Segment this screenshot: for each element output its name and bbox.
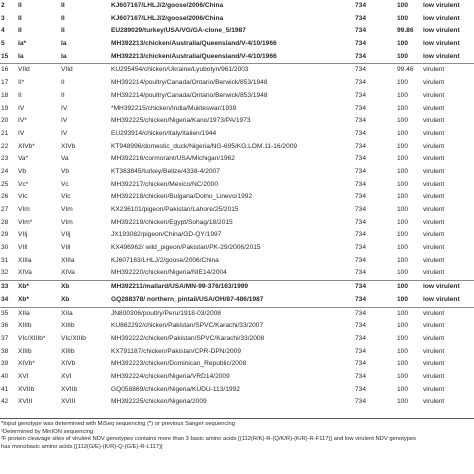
row-number: 15	[1, 52, 9, 60]
table-row	[0, 371, 474, 384]
table-row	[0, 103, 474, 116]
reference-strain-cell: MH392225/chicken/Nigeria/Kano/1973/PA/1973	[111, 117, 251, 125]
sequence-length-cell: 734	[355, 180, 367, 188]
virulence-cell: virulent	[423, 372, 445, 380]
row-number: 36	[1, 322, 9, 330]
input-genotype-cell: XIVb*	[18, 142, 35, 150]
virulence-cell: low virulent	[423, 295, 460, 303]
virulence-cell: virulent	[423, 167, 445, 175]
row-number: 22	[1, 142, 9, 150]
table-row	[0, 242, 474, 255]
table-row	[0, 396, 474, 409]
row-number: 41	[1, 385, 9, 393]
identity-percent-cell: 100	[397, 309, 409, 317]
genotype-cell: VIc	[61, 193, 71, 201]
genotype-cell: XIIIa	[61, 256, 75, 264]
virulence-cell: low virulent	[423, 2, 460, 9]
reference-strain-cell: MH392225/chicken/Nigeria/2009	[111, 398, 207, 406]
genotype-cell: II	[61, 14, 65, 22]
reference-strain-cell: KX791187/chicken/Pakistan/CPR-DPN/2009	[111, 347, 241, 355]
identity-percent-cell: 100	[397, 167, 409, 175]
sequence-length-cell: 734	[355, 40, 367, 48]
virulence-cell: low virulent	[423, 14, 460, 22]
table-row	[0, 358, 474, 371]
reference-strain-cell: MH392223/chicken/Dominican_Republic/2008	[111, 360, 247, 368]
virulence-cell: virulent	[423, 79, 445, 87]
genotype-cell: VIm	[61, 218, 73, 226]
table-row	[0, 307, 474, 321]
identity-percent-cell: 100	[397, 40, 409, 48]
sequence-length-cell: 734	[355, 206, 367, 213]
sequence-length-cell: 734	[355, 283, 367, 291]
reference-strain-cell: MH392214/poultry/Canada/Ontario/Berwick/853/1948	[111, 91, 268, 99]
input-genotype-cell: VIIj	[18, 231, 28, 239]
sequence-length-cell: 734	[355, 79, 367, 87]
genotype-cell: IV	[61, 117, 68, 125]
genotype-cell: VIId	[61, 66, 73, 74]
sequence-length-cell: 734	[355, 218, 367, 226]
genotype-cell: Va	[61, 155, 69, 163]
row-number: 5	[1, 40, 5, 48]
identity-percent-cell: 100	[397, 283, 409, 291]
row-number: 35	[1, 309, 9, 317]
sequence-length-cell: 734	[355, 117, 367, 125]
row-number: 32	[1, 269, 9, 277]
virulence-cell: virulent	[423, 180, 445, 188]
virulence-cell: virulent	[423, 334, 445, 342]
input-genotype-cell: Xb*	[18, 295, 29, 303]
reference-strain-cell: KJ607167/LHLJ/2/goose/2006/China	[111, 14, 224, 22]
input-genotype-cell: VIm	[18, 206, 30, 213]
input-genotype-cell: XVIIb	[18, 385, 35, 393]
virulence-cell: virulent	[423, 155, 445, 163]
sequence-length-cell: 734	[355, 167, 367, 175]
genotype-cell: II	[61, 79, 65, 87]
sequence-length-cell: 734	[355, 385, 367, 393]
row-number: 25	[1, 180, 9, 188]
row-number: 21	[1, 129, 9, 137]
sequence-length-cell: 734	[355, 193, 367, 201]
table-row	[0, 346, 474, 359]
identity-percent-cell: 100	[397, 180, 409, 188]
table-row	[0, 179, 474, 192]
input-genotype-cell: XIIIb	[18, 347, 32, 355]
genotype-cell: XIVb	[61, 360, 76, 368]
reference-strain-cell: MH392214/poultry/Canada/Ontario/Berwick/853/1948	[111, 79, 268, 87]
sequence-length-cell: 734	[355, 142, 367, 150]
sequence-length-cell: 734	[355, 360, 367, 368]
virulence-cell: virulent	[423, 117, 445, 125]
sequence-length-cell: 734	[355, 244, 367, 252]
virulence-cell: virulent	[423, 244, 445, 252]
sequence-length-cell: 734	[355, 372, 367, 380]
identity-percent-cell: 100	[397, 206, 409, 213]
table-row	[0, 191, 474, 204]
row-number: 3	[1, 14, 5, 22]
identity-percent-cell: 100	[397, 231, 409, 239]
sequence-length-cell: 734	[355, 398, 367, 406]
table-row	[0, 63, 474, 77]
reference-strain-cell: GQ058869/chicken/Nigeria/KUDU-113/1992	[111, 385, 240, 393]
sequence-length-cell: 734	[355, 309, 367, 317]
identity-percent-cell: 100	[397, 155, 409, 163]
reference-strain-cell: EU289029/turkey/USA/VG/GA-clone_5/1987	[111, 27, 246, 35]
table-row	[0, 320, 474, 333]
identity-percent-cell: 100	[397, 334, 409, 342]
input-genotype-cell: VIc/XIIIb*	[18, 334, 46, 342]
reference-strain-cell: KX496962/ wild_pigeon/Pakistan/PK-29/2006/2015	[111, 244, 261, 252]
genotype-cell: VIc/XIIIb	[61, 334, 86, 342]
input-genotype-cell: XIVb*	[18, 360, 35, 368]
input-genotype-cell: Vb	[18, 167, 27, 175]
identity-percent-cell: 100	[397, 244, 409, 252]
identity-percent-cell: 100	[397, 360, 409, 368]
input-genotype-cell: VIm*	[18, 218, 33, 226]
genotype-cell: IV	[61, 129, 68, 137]
row-number: 18	[1, 91, 9, 99]
reference-strain-cell: MH392222/chicken/Pakistan/SPVC/Karachi/33/2008	[111, 334, 265, 342]
genotype-cell: Ia	[61, 40, 67, 48]
table-row	[0, 384, 474, 397]
sequence-length-cell: 734	[355, 269, 367, 277]
reference-strain-cell: KU295454/chicken/Ukraine/Lyubotyn/961/2003	[111, 66, 249, 74]
row-number: 37	[1, 334, 9, 342]
genotype-cell: Xb	[61, 295, 70, 303]
row-number: 19	[1, 104, 9, 112]
input-genotype-cell: XIVa	[18, 269, 32, 277]
input-genotype-cell: XVI	[18, 372, 29, 380]
row-number: 28	[1, 218, 9, 226]
row-number: 4	[1, 27, 5, 35]
row-number: 24	[1, 167, 9, 175]
table-row	[0, 217, 474, 230]
identity-percent-cell: 99.86	[397, 27, 414, 35]
virulence-cell: low virulent	[423, 283, 460, 291]
identity-percent-cell: 100	[397, 385, 409, 393]
sequence-length-cell: 734	[355, 155, 367, 163]
table-row	[0, 294, 474, 307]
virulence-cell: virulent	[423, 347, 445, 355]
virulence-cell: virulent	[423, 309, 445, 317]
genotype-cell: Xb	[61, 283, 70, 291]
reference-strain-cell: KT948996/domestic_duck/Nigeria/NG-695/KG.LOM.11-16/2009	[111, 142, 298, 150]
virulence-cell: virulent	[423, 360, 445, 368]
genotype-cell: II	[61, 2, 65, 9]
virulence-cell: virulent	[423, 385, 445, 393]
genotype-cell: XVIII	[61, 398, 76, 406]
table-row	[0, 77, 474, 90]
table-row	[0, 13, 474, 26]
sequence-length-cell: 734	[355, 52, 367, 60]
virulence-cell: virulent	[423, 231, 445, 239]
virulence-cell: virulent	[423, 142, 445, 150]
virulence-cell: virulent	[423, 104, 445, 112]
identity-percent-cell: 100	[397, 256, 409, 264]
row-number: 29	[1, 231, 9, 239]
reference-strain-cell: MH392219/chicken/Egypt/Sohag/18/2015	[111, 218, 233, 226]
sequence-length-cell: 734	[355, 104, 367, 112]
identity-percent-cell: 100	[397, 193, 409, 201]
identity-percent-cell: 100	[397, 52, 409, 60]
table-row	[0, 128, 474, 141]
identity-percent-cell: 100	[397, 322, 409, 330]
identity-percent-cell: 100	[397, 372, 409, 380]
table-row	[0, 280, 474, 294]
genotype-cell: VIIl	[61, 244, 71, 252]
identity-percent-cell: 100	[397, 104, 409, 112]
footnote-input-genotype: *Input genotype was determined with MiSeq sequencing (*) or previous Sanger sequencing	[1, 421, 235, 427]
reference-strain-cell: MH392217/chicken/Mexico/NC/2000	[111, 180, 219, 188]
reference-strain-cell: MH392213/chicken/Australia/Queensland/V-4/10/1966	[111, 52, 277, 60]
row-number: 17	[1, 79, 9, 87]
genotype-cell: II	[61, 91, 65, 99]
sequence-length-cell: 734	[355, 129, 367, 137]
identity-percent-cell: 100	[397, 129, 409, 137]
row-number: 20	[1, 117, 9, 125]
input-genotype-cell: Vc*	[18, 180, 29, 188]
virulence-cell: virulent	[423, 269, 445, 277]
identity-percent-cell: 100	[397, 14, 409, 22]
footnote-minion: ¹Determined by MinION sequencing	[1, 428, 94, 435]
input-genotype-cell: XVIII	[18, 398, 33, 406]
reference-strain-cell: KU862292/chicken/Pakistan/SPVC/Karachi/33/2007	[111, 322, 264, 330]
table-row	[0, 38, 474, 51]
table-row	[0, 255, 474, 268]
identity-percent-cell: 100	[397, 91, 409, 99]
row-number: 27	[1, 206, 9, 213]
row-number: 42	[1, 398, 9, 406]
identity-percent-cell: 100	[397, 2, 409, 9]
identity-percent-cell: 100	[397, 117, 409, 125]
virulence-cell: virulent	[423, 206, 445, 213]
input-genotype-cell: II	[18, 14, 22, 22]
virulence-cell: virulent	[423, 66, 445, 74]
row-number: 40	[1, 372, 9, 380]
row-number: 31	[1, 256, 9, 264]
table-row	[0, 229, 474, 242]
genotype-cell: XVI	[61, 372, 72, 380]
reference-strain-cell: *MH392215/chicken/India/Mukteswar/1939	[111, 104, 237, 112]
sequence-length-cell: 734	[355, 2, 367, 9]
input-genotype-cell: II	[18, 91, 22, 99]
virulence-cell: virulent	[423, 193, 445, 201]
reference-strain-cell: MH392213/chicken/Australia/Queensland/V-4/10/1966	[111, 40, 277, 48]
identity-percent-cell: 100	[397, 142, 409, 150]
table-row	[0, 333, 474, 346]
sequence-length-cell: 734	[355, 295, 367, 303]
identity-percent-cell: 100	[397, 79, 409, 87]
sequence-length-cell: 734	[355, 347, 367, 355]
virulence-cell: virulent	[423, 129, 445, 137]
footnote-cleavage-site: ²F protein cleavage sites of virulent NDV genotypes contains more than 3 basic amino acids [(112(R/K)-R-(Q/K/R)-(K/R)-R-F117)] and low virulent NDV genotypes	[1, 436, 417, 443]
input-genotype-cell: Ia	[18, 52, 24, 60]
row-number: 39	[1, 360, 9, 368]
input-genotype-cell: VIc	[18, 193, 28, 201]
input-genotype-cell: XIIa	[18, 309, 30, 317]
identity-percent-cell: 100	[397, 218, 409, 226]
table-row	[0, 267, 474, 280]
sequence-length-cell: 734	[355, 322, 367, 330]
table-row	[0, 166, 474, 179]
reference-strain-cell: MH392224/chicken/Nigeria/VRD14/2009	[111, 372, 230, 380]
reference-strain-cell: JN800306/poultry/Peru/1918-03/2008	[111, 309, 221, 317]
input-genotype-cell: XIIIa	[18, 256, 32, 264]
input-genotype-cell: VIIl	[18, 244, 28, 252]
virulence-cell: virulent	[423, 218, 445, 226]
reference-strain-cell: EU293914/chicken/Italy/Italien/1944	[111, 129, 217, 137]
row-number: 38	[1, 347, 9, 355]
table-bottom-rule	[0, 418, 474, 419]
reference-strain-cell: KJ607167/LHLJ/2/goose/2006/China	[111, 2, 224, 9]
genotype-cell: XIVa	[61, 269, 75, 277]
footnote-cleavage-site-cont: has monobasic amino acids [(112(G/E)-(K/R)-Q-(G/E)-R-L117)]	[1, 443, 163, 450]
reference-strain-cell: MH392211/mallard/USA/MN-99-376/163/1999	[111, 283, 249, 291]
row-number: 26	[1, 193, 9, 201]
input-genotype-cell: II	[18, 27, 22, 35]
genotype-cell: VIIj	[61, 231, 71, 239]
table-row	[0, 25, 474, 38]
row-number: 23	[1, 155, 9, 163]
input-genotype-cell: Ia*	[18, 40, 27, 48]
virulence-cell: virulent	[423, 256, 445, 264]
reference-strain-cell: MH392220/chicken/Nigeria/NIE14/2004	[111, 269, 227, 277]
reference-strain-cell: KT363845/turkey/Belize/4338-4/2007	[111, 167, 220, 175]
table-row	[0, 90, 474, 103]
virulence-cell: low virulent	[423, 52, 460, 60]
identity-percent-cell: 99.46	[397, 66, 414, 74]
table-footnotes	[1, 421, 471, 451]
virulence-cell: low virulent	[423, 27, 460, 35]
identity-percent-cell: 100	[397, 347, 409, 355]
reference-strain-cell: JX193082/pigeon/China/GD-QY/1997	[111, 231, 222, 239]
row-number: 33	[1, 283, 9, 291]
genotype-cell: II	[61, 27, 65, 35]
table-row	[0, 51, 474, 64]
genotype-cell: XIIIb	[61, 322, 75, 330]
input-genotype-cell: VIId	[18, 66, 30, 74]
input-genotype-cell: IV	[18, 129, 25, 137]
row-number: 16	[1, 66, 9, 74]
sequence-length-cell: 734	[355, 91, 367, 99]
sequence-length-cell: 734	[355, 231, 367, 239]
reference-strain-cell: MH392216/cormorant/USA/Michigan/1962	[111, 155, 235, 163]
virulence-cell: low virulent	[423, 40, 460, 48]
reference-strain-cell: KX236101/pigeon/Pakistan/Lahore/25/2015	[111, 206, 239, 213]
table-row	[0, 153, 474, 166]
input-genotype-cell: II	[18, 2, 22, 9]
genotype-cell: XIVb	[61, 142, 76, 150]
row-number: 2	[1, 2, 5, 9]
input-genotype-cell: II*	[18, 79, 25, 87]
sequence-length-cell: 734	[355, 27, 367, 35]
genotype-cell: XIIa	[61, 309, 73, 317]
input-genotype-cell: Xb*	[18, 283, 29, 291]
reference-strain-cell: KJ607163/LHLJ/2/goose/2006/China	[111, 256, 219, 264]
genotype-cell: XVIIb	[61, 385, 78, 393]
identity-percent-cell: 100	[397, 295, 409, 303]
input-genotype-cell: Va*	[18, 155, 29, 163]
virulence-cell: virulent	[423, 91, 445, 99]
genotype-cell: IV	[61, 104, 68, 112]
genotype-cell: Ia	[61, 52, 67, 60]
genotype-cell: VIm	[61, 206, 73, 213]
genotype-cell: XIIIb	[61, 347, 75, 355]
table-row	[0, 141, 474, 154]
sequence-length-cell: 734	[355, 66, 367, 74]
row-number: 34	[1, 295, 9, 303]
input-genotype-cell: IV*	[18, 117, 27, 125]
sequence-length-cell: 734	[355, 334, 367, 342]
genotype-cell: Vb	[61, 167, 70, 175]
table-row	[0, 115, 474, 128]
virulence-cell: virulent	[423, 398, 445, 406]
reference-strain-cell: MH392218/chicken/Bulgaria/Dolno_Linevo/1992	[111, 193, 253, 201]
reference-strain-cell: GQ288378/ northern_pintail/USA/OH/87-486/1987	[111, 295, 264, 303]
table-row	[0, 0, 474, 13]
virulence-cell: virulent	[423, 322, 445, 330]
identity-percent-cell: 100	[397, 269, 409, 277]
genotype-cell: Vc	[61, 180, 69, 188]
sequence-length-cell: 734	[355, 256, 367, 264]
table-row	[0, 204, 474, 217]
row-number: 30	[1, 244, 9, 252]
input-genotype-cell: IV	[18, 104, 25, 112]
identity-percent-cell: 100	[397, 398, 409, 406]
sequence-length-cell: 734	[355, 14, 367, 22]
input-genotype-cell: XIIIb	[18, 322, 32, 330]
